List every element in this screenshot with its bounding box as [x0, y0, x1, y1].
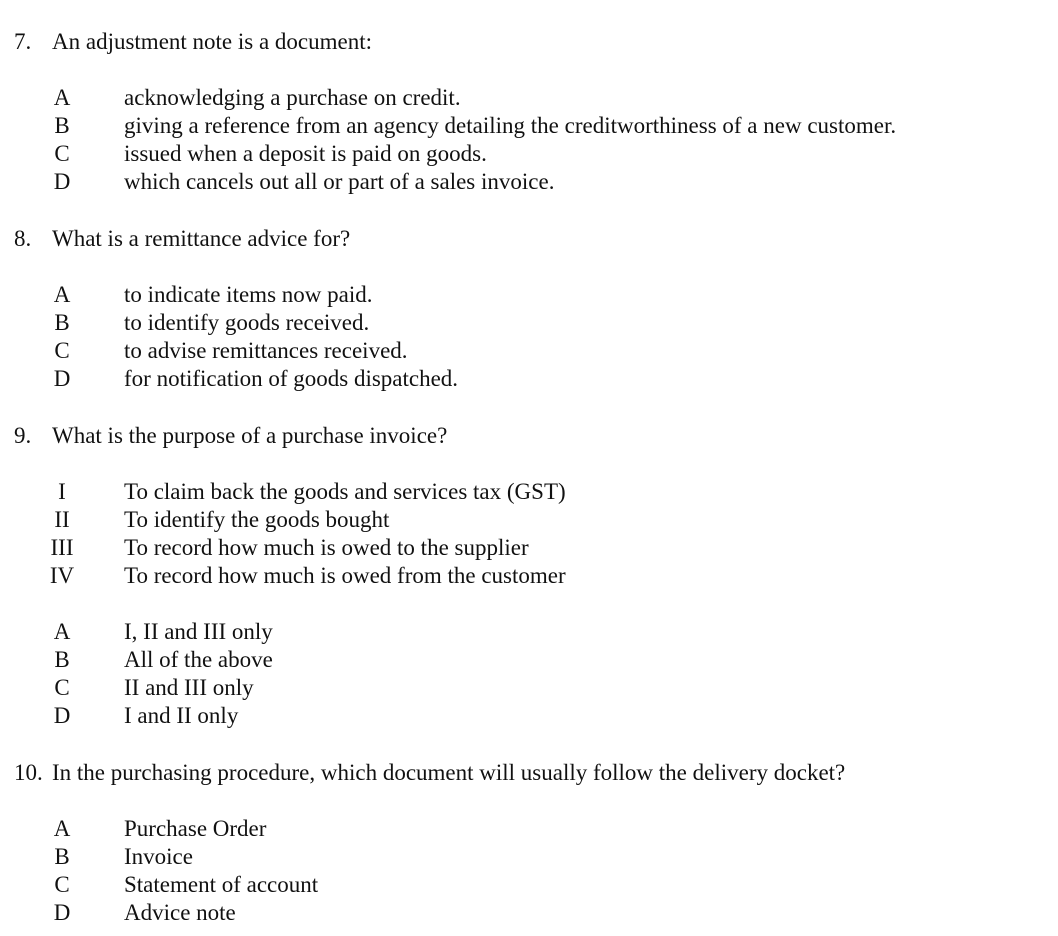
option-letter: B	[54, 844, 70, 869]
question-7-options	[0, 84, 1058, 196]
option-text: Advice note	[124, 900, 236, 925]
question-9-text: What is the purpose of a purchase invoice?	[52, 423, 448, 448]
option-text: I and II only	[124, 703, 239, 728]
question-7-number: 7.	[14, 29, 32, 54]
question-7-stem	[14, 28, 372, 56]
question-10-number: 10.	[14, 760, 43, 785]
option-text: Statement of account	[124, 872, 319, 897]
statement-text: To identify the goods bought	[124, 507, 390, 532]
question-9-statement-i	[0, 478, 1058, 506]
question-7-option-d	[0, 168, 1058, 196]
question-9-stem	[14, 422, 447, 450]
option-text: issued when a deposit is paid on goods.	[124, 141, 487, 166]
question-8-number: 8.	[14, 226, 32, 251]
question-10-option-c	[0, 871, 1058, 899]
option-text: I, II and III only	[124, 619, 273, 644]
question-9-options	[0, 618, 1058, 730]
statement-text: To record how much is owed to the supplier	[124, 535, 529, 560]
option-text: All of the above	[124, 647, 273, 672]
question-10-option-a	[0, 815, 1058, 843]
option-letter: B	[54, 647, 70, 672]
option-letter: D	[53, 703, 71, 728]
question-7-option-b	[0, 112, 1058, 140]
option-letter: C	[54, 141, 70, 166]
option-text: to indicate items now paid.	[124, 282, 373, 307]
question-9-statement-iii	[0, 534, 1058, 562]
question-8-option-b	[0, 309, 1058, 337]
statement-numeral: III	[50, 535, 74, 560]
question-9-option-d	[0, 702, 1058, 730]
statement-text: To claim back the goods and services tax (GST)	[124, 479, 566, 504]
option-text: Purchase Order	[124, 816, 267, 841]
option-text: for notification of goods dispatched.	[124, 366, 459, 391]
option-letter: A	[53, 619, 71, 644]
option-letter: D	[53, 169, 71, 194]
statement-numeral: I	[58, 479, 66, 504]
question-8-options	[0, 281, 1058, 393]
option-text: acknowledging a purchase on credit.	[124, 85, 461, 110]
option-text: giving a reference from an agency detailing the creditworthiness of a new customer.	[124, 113, 897, 138]
question-10-options	[0, 815, 1058, 927]
statement-numeral: II	[54, 507, 70, 532]
question-10-stem	[14, 759, 845, 787]
question-9-option-b	[0, 646, 1058, 674]
option-letter: D	[53, 366, 71, 391]
question-10-text: In the purchasing procedure, which document will usually follow the delivery docket?	[52, 760, 846, 785]
question-8-stem	[14, 225, 350, 253]
question-9-statement-ii	[0, 506, 1058, 534]
option-letter: A	[53, 282, 71, 307]
question-9-option-a	[0, 618, 1058, 646]
question-9-statement-iv	[0, 562, 1058, 590]
option-text: II and III only	[124, 675, 254, 700]
question-10-option-d	[0, 899, 1058, 927]
question-9-statements	[0, 478, 1058, 590]
question-7-option-a	[0, 84, 1058, 112]
option-letter: B	[54, 113, 70, 138]
option-letter: A	[53, 816, 71, 841]
option-letter: C	[54, 675, 70, 700]
option-text: Invoice	[124, 844, 193, 869]
question-9-number: 9.	[14, 423, 32, 448]
option-letter: B	[54, 310, 70, 335]
option-text: to identify goods received.	[124, 310, 370, 335]
question-7-option-c	[0, 140, 1058, 168]
question-10-option-b	[0, 843, 1058, 871]
option-letter: C	[54, 338, 70, 363]
option-text: which cancels out all or part of a sales invoice.	[124, 169, 555, 194]
option-letter: A	[53, 85, 71, 110]
statement-numeral: IV	[49, 563, 75, 588]
question-8-option-a	[0, 281, 1058, 309]
question-9-option-c	[0, 674, 1058, 702]
question-8-option-c	[0, 337, 1058, 365]
statement-text: To record how much is owed from the customer	[124, 563, 566, 588]
question-8-text: What is a remittance advice for?	[52, 226, 351, 251]
option-letter: C	[54, 872, 70, 897]
question-8-option-d	[0, 365, 1058, 393]
option-letter: D	[53, 900, 71, 925]
question-7-text: An adjustment note is a document:	[52, 29, 373, 54]
option-text: to advise remittances received.	[124, 338, 408, 363]
